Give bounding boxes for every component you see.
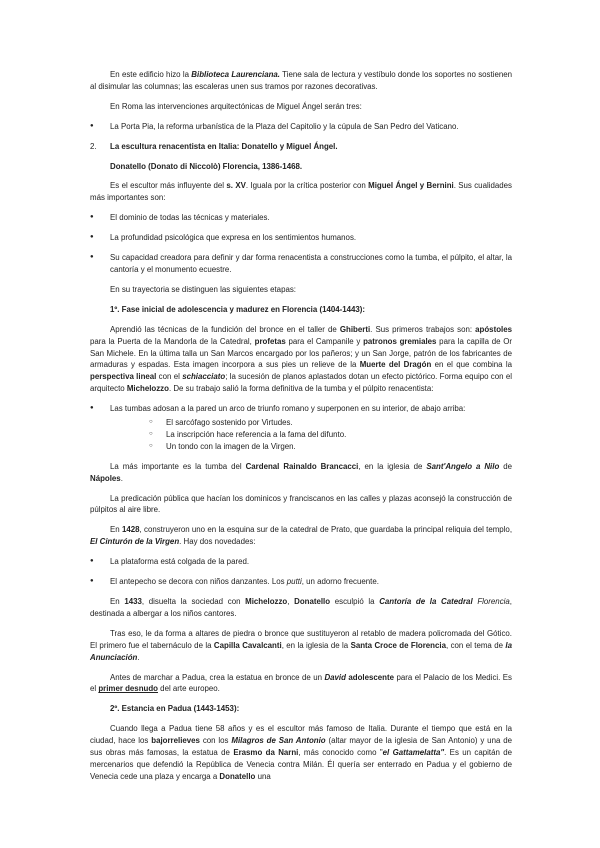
bullet-list-tumbas bbox=[90, 403, 512, 453]
sub-list-item: ○ La inscripción hace referencia a la fama del difunto. bbox=[110, 429, 512, 441]
list-item: ● El antepecho se decora con niños danzantes. Los putti, un adorno frecuente. bbox=[90, 576, 512, 588]
section-heading-2: 2. La escultura renacentista en Italia: Donatello y Miguel Ángel. bbox=[90, 141, 338, 151]
biblioteca-laurenciana: Biblioteca Laurenciana. bbox=[191, 70, 280, 79]
document-body bbox=[90, 69, 512, 791]
list-item: ● La profundidad psicológica que expresa en los sentimientos humanos. bbox=[90, 232, 512, 244]
paragraph-padua: Cuando llega a Padua tiene 58 años y es el escultor más famoso de Italia. Durante el tiempo que está en la ciudad, hace los bajorrelieves con los Milagros de San Antonio (altar mayor de la iglesia de San Antonio) y una de sus obras más famosas, la estatua de Erasmo da Narni, más conocido como "el Gattamelatta". Es un capitán de mercenarios que defendió la República de Venecia contra Milán. Él quería ser enterrado en Padua y el gobierno de Venecia cede una plaza y encarga a Donatello una bbox=[90, 724, 512, 781]
sub-list-item: ○ Un tondo con la imagen de la Virgen. bbox=[110, 441, 512, 453]
subheading-padua: 2º. Estancia en Padua (1443-1453): bbox=[110, 704, 240, 714]
sub-list-item: ○ El sarcófago sostenido por Virtudes. bbox=[110, 417, 512, 429]
list-item: ● Su capacidad creadora para definir y dar forma renacentista a construcciones como la tumba, el púlpito, el altar, la cantoría y el monumento ecuestre. bbox=[90, 252, 512, 276]
paragraph-cantoria: En 1433, disuelta la sociedad con Michelozzo, Donatello esculpió la Cantoría de la Catedral Florencia, destinada a albergar a los niños cantores. bbox=[90, 597, 512, 618]
list-item: ● Las tumbas adosan a la pared un arco de triunfo romano y superponen en su interior, de abajo arriba: ○ El sarcófago sostenido por Virtudes. ○ La inscripción hace referencia a la fama del difunto. ○ Un tondo con la imagen de la Virgen. bbox=[90, 403, 512, 453]
bullet-list-roma bbox=[90, 121, 512, 133]
subheading-fase-inicial: 1º. Fase inicial de adolescencia y madurez en Florencia (1404-1443): bbox=[110, 304, 366, 314]
subheading-donatello: Donatello (Donato di Niccolò) Florencia, 1386-1468. bbox=[110, 161, 303, 171]
paragraph-ghiberti: Aprendió las técnicas de la fundición del bronce en el taller de Ghiberti. Sus primeros trabajos son: apóstoles para la Puerta de la Mandorla de la Catedral, profetas para el Campanile y patronos gremiales para la capilla de Or San Michele. En la última talla un San Marcos encargado por los pañeros; y un San Jorge, patrón de los fabricantes de armaduras y espadas. Esta imagen incorpora a sus pies un relieve de la Muerte del Dragón en el que combina la perspectiva lineal con el schiacciato; la sucesión de planos aplastados dotan un efecto pictórico. Forma equipo con el arquitecto Michelozzo. De su trabajo salió la forma definitiva de la tumba y el púlpito renacentista: bbox=[90, 324, 512, 394]
paragraph-brancacci: La más importante es la tumba del Cardenal Rainaldo Brancacci, en la iglesia de Sant'Angelo a Nilo de Nápoles. bbox=[90, 461, 512, 483]
list-item: ● El dominio de todas las técnicas y materiales. bbox=[90, 212, 512, 224]
paragraph-trayectoria: En su trayectoria se distinguen las siguientes etapas: bbox=[110, 284, 296, 294]
paragraph-predicacion: La predicación pública que hacían los dominicos y franciscanos en las calles y plazas aconsejó la construcción de púlpitos al aire libre. bbox=[90, 493, 512, 515]
paragraph-david: Antes de marchar a Padua, crea la estatua en bronce de un David adolescente para el Palacio de los Medici. Es el primer desnudo del arte europeo. bbox=[90, 672, 512, 694]
paragraph-escultor: Es el escultor más influyente del s. XV. Iguala por la crítica posterior con Miguel Ángel y Bernini. Sus cualidades más importantes son: bbox=[90, 181, 512, 203]
paragraph-laurenciana: En este edificio hizo la Biblioteca Laurenciana. Tiene sala de lectura y vestíbulo donde los soportes no sostienen al disimular las columnas; las escaleras unen sus tramos por razones decorativas. bbox=[90, 70, 513, 91]
paragraph-roma: En Roma las intervenciones arquitectónicas de Miguel Ángel serán tres: bbox=[110, 101, 362, 111]
list-item: ● La Porta Pia, la reforma urbanística de la Plaza del Capitolio y la cúpula de San Pedro del Vaticano. bbox=[90, 121, 512, 133]
paragraph-altares: Tras eso, le da forma a altares de piedra o bronce que sustituyeron al retablo de madera policromada del Gótico. El primero fue el tabernáculo de la Capilla Cavalcanti, en la iglesia de la Santa Croce de Florencia, con el tema de la Anunciación. bbox=[90, 628, 513, 662]
list-item: ● La plataforma está colgada de la pared. bbox=[90, 556, 512, 568]
bullet-list-cualidades bbox=[90, 212, 512, 276]
bullet-list-novedades bbox=[90, 556, 512, 588]
sub-list-tumbas bbox=[110, 417, 512, 453]
paragraph-prato: En 1428, construyeron uno en la esquina sur de la catedral de Prato, que guardaba la principal reliquia del templo, El Cinturón de la Virgen. Hay dos novedades: bbox=[90, 525, 513, 547]
